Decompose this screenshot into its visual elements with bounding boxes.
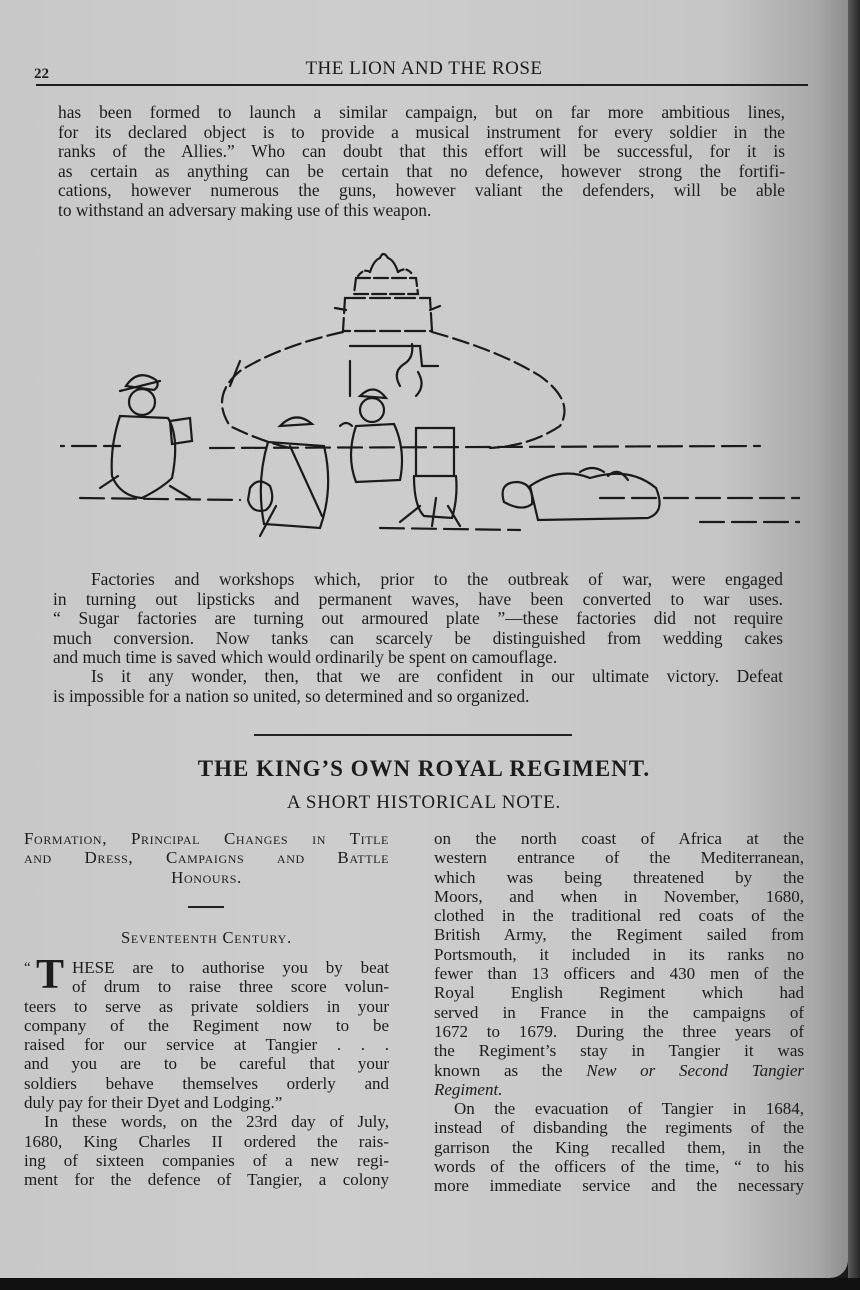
section-heading	[24, 829, 389, 887]
victory-paragraph	[53, 667, 783, 706]
heading-line: Formation, Principal Changes in Title	[24, 829, 389, 848]
text-line: Royal English Regiment which had	[434, 983, 804, 1003]
text-line: “ Sugar factories are turning out armoured plate ”—these factories did not require	[53, 608, 783, 629]
text-line: ment for the defence of Tangier, a colony	[24, 1170, 389, 1190]
intro-paragraph	[58, 103, 785, 221]
text-line: soldiers behave themselves orderly and	[24, 1073, 389, 1093]
cooking-pot-fire	[397, 344, 460, 526]
soldier-drinking	[340, 389, 402, 482]
text-line: Factories and workshops which, prior to the outbreak of war, were engaged	[91, 569, 783, 589]
text-line: garrison the King recalled them, in the	[434, 1137, 804, 1157]
text-fragment: known as the	[434, 1060, 563, 1080]
text-line	[434, 1061, 804, 1080]
cartoon-illustration	[60, 236, 800, 556]
text-line: western entrance of the Mediterranean,	[434, 848, 804, 868]
text-line: Moors, and when in November, 1680,	[434, 886, 804, 906]
text-line: 1680, King Charles II ordered the rais-	[24, 1131, 389, 1151]
short-divider	[188, 906, 224, 908]
text-line: Portsmouth, it included in its ranks no	[434, 944, 804, 964]
text-line: cations, however numerous the guns, however valiant the defenders, will be able	[58, 180, 785, 201]
running-title: THE LION AND THE ROSE	[305, 58, 543, 79]
page-bottom-shadow	[0, 1278, 860, 1290]
text-line: Regiment.	[434, 1079, 503, 1099]
text-line: and much time is saved which would ordinarily be spent on camouflage.	[53, 647, 558, 668]
text-line: In these words, on the 23rd day of July,	[44, 1112, 389, 1132]
text-line: On the evacuation of Tangier in 1684,	[454, 1099, 804, 1119]
text-line: served in France in the campaigns of	[434, 1002, 804, 1022]
drop-cap: T	[36, 952, 65, 998]
text-line: is impossible for a nation so united, so determined and so organized.	[53, 685, 530, 706]
soldier-back-view	[248, 417, 328, 536]
text-line: ing of sixteen companies of a new regi-	[24, 1150, 389, 1170]
text-line: company of the Regiment now to be	[24, 1015, 389, 1035]
text-line: fewer than 13 officers and 430 men of the	[434, 964, 804, 984]
text-line: which was being threatened by the	[434, 867, 804, 887]
text-line: has been formed to launch a similar campaign, but on far more ambitious lines,	[58, 102, 785, 122]
soldier-with-mug	[100, 375, 192, 498]
text-line: duly pay for their Dyet and Lodging.”	[24, 1093, 283, 1113]
text-line: teers to serve as private soldiers in your	[24, 996, 389, 1016]
right-column	[434, 829, 804, 1196]
page-number: 22	[34, 66, 49, 82]
heading-line: Honours.	[171, 867, 242, 887]
text-line: as certain as anything can be certain that no defence, however strong the fortifi-	[58, 160, 785, 181]
text-line: on the north coast of Africa at the	[434, 829, 804, 848]
drop-cap-block	[24, 952, 389, 998]
wedding-cake-tank	[222, 254, 565, 448]
text-line: clothed in the traditional red coats of the	[434, 906, 804, 926]
text-line: 1672 to 1679. During the three years of	[434, 1021, 804, 1041]
factories-paragraph	[53, 570, 783, 668]
text-line: words of the officers of the time, “ to his	[434, 1157, 804, 1177]
open-quote: “	[24, 960, 31, 976]
text-line: the Regiment’s stay in Tangier it was	[434, 1041, 804, 1061]
article-title: THE KING’S OWN ROYAL REGIMENT.	[197, 756, 651, 781]
left-column	[24, 952, 389, 1190]
text-line: more immediate service and the necessary	[434, 1176, 804, 1196]
text-line: of drum to raise three score volun-	[72, 977, 389, 997]
heading-line: and Dress, Campaigns and Battle	[24, 848, 389, 868]
text-line: raised for our service at Tangier . . .	[24, 1035, 389, 1055]
text-line: much conversion. Now tanks can scarcely be distinguished from wedding cakes	[53, 627, 783, 648]
text-line: and you are to be careful that your	[24, 1054, 389, 1074]
article-subtitle: A SHORT HISTORICAL NOTE.	[286, 792, 562, 813]
italic-name: New or Second Tangier	[586, 1060, 804, 1080]
text-line: HESE are to authorise you by beat	[72, 958, 389, 977]
text-line: British Army, the Regiment sailed from	[434, 925, 804, 945]
text-line: Is it any wonder, then, that we are confident in our ultimate victory. Defeat	[91, 666, 783, 686]
header-rule	[36, 84, 808, 86]
text-line: ranks of the Allies.” Who can doubt that this effort will be successful, for it is	[58, 141, 785, 162]
text-line: for its declared object is to provide a musical instrument for every soldier in the	[58, 121, 785, 142]
text-line: to withstand an adversary making use of this weapon.	[58, 199, 432, 220]
century-heading: Seventeenth Century.	[120, 928, 293, 947]
text-line: instead of disbanding the regiments of the	[434, 1118, 804, 1138]
sleeping-soldier	[503, 468, 660, 520]
section-divider	[254, 734, 572, 736]
book-spine-edge	[848, 0, 860, 1290]
text-line: in turning out lipsticks and permanent waves, have been converted to war uses.	[53, 588, 783, 609]
